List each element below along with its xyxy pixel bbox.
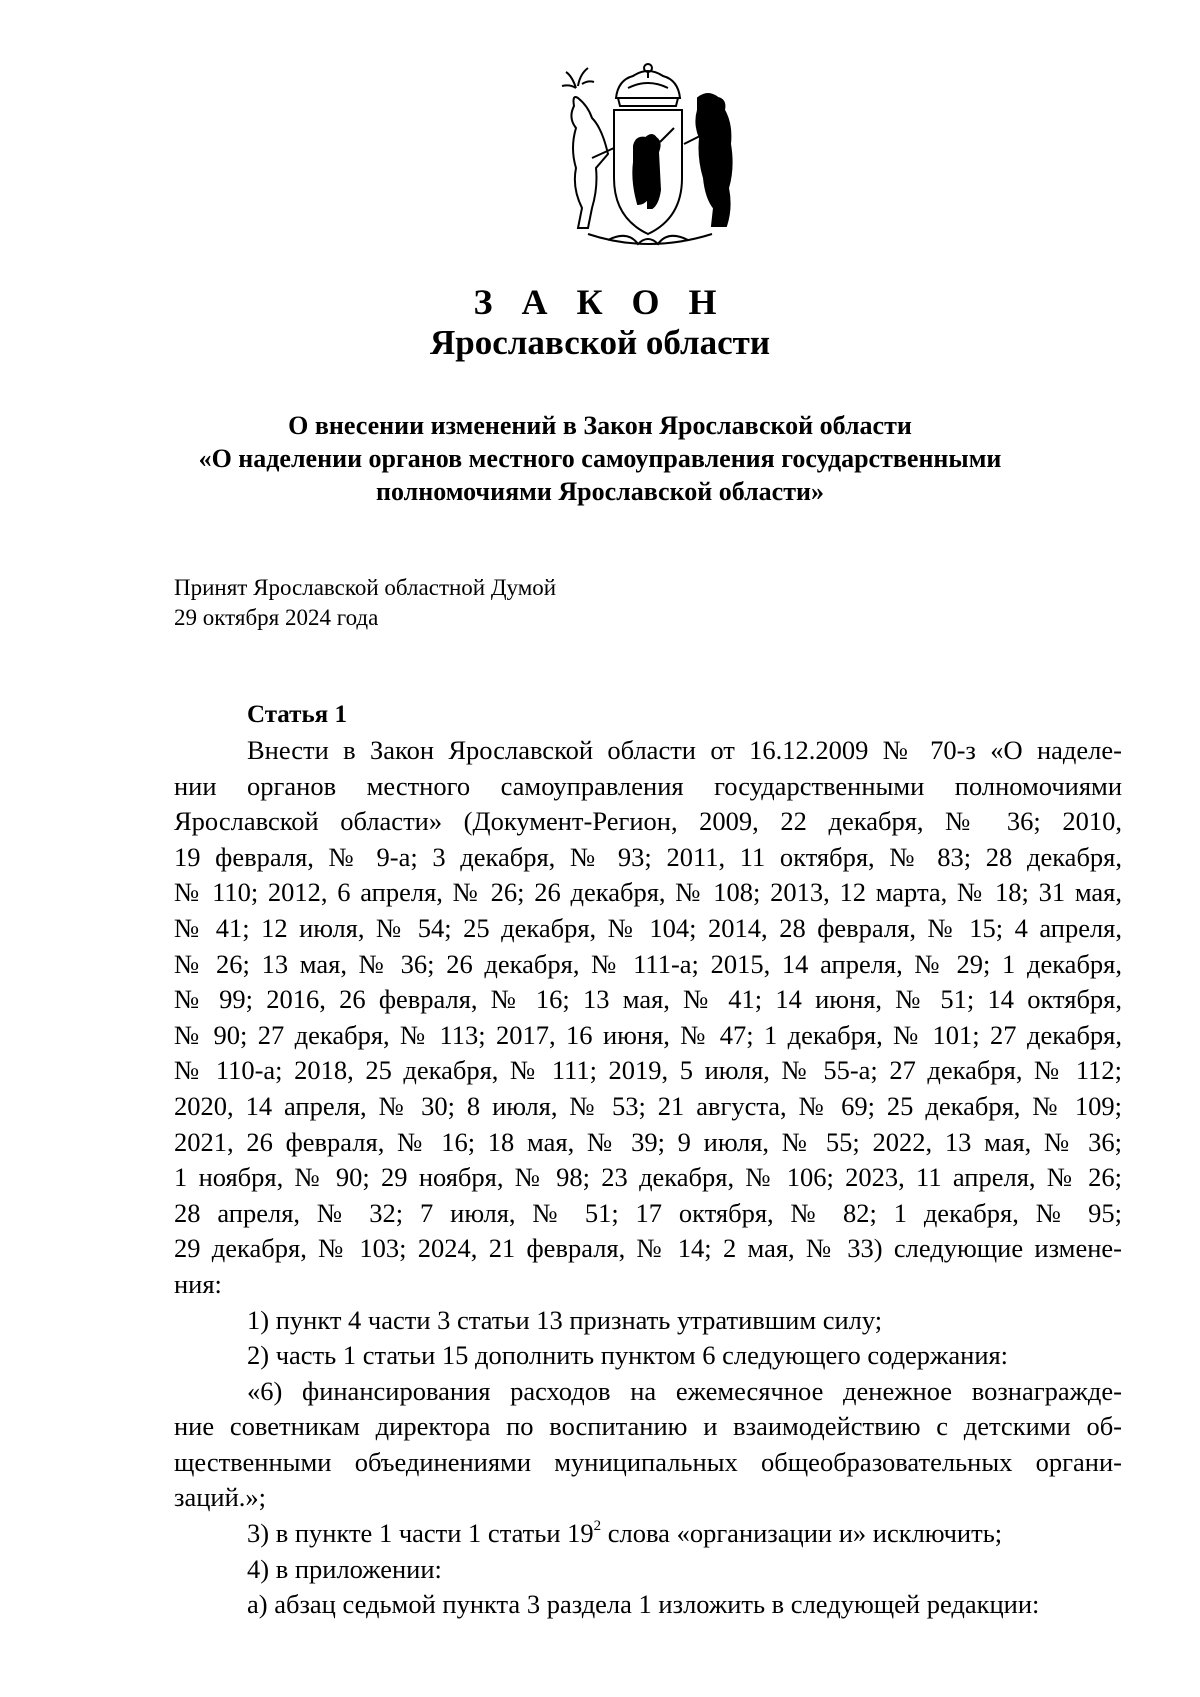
quoted-text-line: заций.»; [174, 1482, 267, 1513]
quoted-text-line: щественными объединениями муниципальных общеобразовательных органи- [174, 1446, 1122, 1477]
law-region-heading: Ярославской области [429, 323, 771, 362]
paragraph-line: 19 февраля, № 9-а; 3 декабря, № 93; 2011, 11 октября, № 83; 28 декабря, [174, 841, 1122, 872]
law-title [150, 409, 1050, 508]
paragraph-line: 2020, 14 апреля, № 30; 8 июля, № 53; 21 августа, № 69; 25 декабря, № 109; [174, 1090, 1122, 1121]
amendment-item-2: 2) часть 1 статьи 15 дополнить пунктом 6 следующего содержания: [247, 1340, 1009, 1371]
paragraph-line: 2021, 26 февраля, № 16; 18 мая, № 39; 9 июля, № 55; 2022, 13 мая, № 36; [174, 1126, 1122, 1157]
law-heading: З А К О Н [473, 282, 727, 322]
paragraph-line: № 99; 2016, 26 февраля, № 16; 13 мая, № 41; 14 июня, № 51; 14 октября, [174, 984, 1122, 1015]
yaroslavl-coat-of-arms-emblem [548, 58, 753, 250]
paragraph-line: Ярославской области» (Документ-Регион, 2009, 22 декабря, № 36; 2010, [174, 806, 1122, 837]
amendment-item-3 [174, 1516, 1122, 1552]
adoption-body: Принят Ярославской областной Думой [174, 575, 557, 600]
quoted-text-line: ние советникам директора по воспитанию и взаимодействию с детскими об- [174, 1411, 1122, 1442]
law-title-line: О внесении изменений в Закон Ярославской области [288, 411, 912, 440]
article-number-superscript: 2 [593, 1518, 602, 1535]
amendment-item-3-text: 3) в пункте 1 части 1 статьи 19 [247, 1518, 594, 1549]
paragraph-line: № 110-а; 2018, 25 декабря, № 111; 2019, 5 июля, № 55-а; 27 декабря, № 112; [174, 1055, 1122, 1086]
paragraph-line: 29 декабря, № 103; 2024, 21 февраля, № 14; 2 мая, № 33) следующие измене- [174, 1233, 1122, 1264]
amendment-item-1: 1) пункт 4 части 3 статьи 13 признать утратившим силу; [247, 1304, 883, 1335]
amendment-item-4a: а) абзац седьмой пункта 3 раздела 1 изложить в следующей редакции: [247, 1589, 1040, 1620]
paragraph-line: ния: [174, 1268, 222, 1299]
paragraph-line: 1 ноября, № 90; 29 ноября, № 98; 23 декабря, № 106; 2023, 11 апреля, № 26; [174, 1162, 1122, 1193]
quoted-text-line: «6) финансирования расходов на ежемесячное денежное вознагражде- [247, 1375, 1122, 1406]
article-heading: Статья 1 [247, 701, 347, 728]
amendment-item-3-text-end: слова «организации и» исключить; [601, 1518, 1003, 1549]
paragraph-line: нии органов местного самоуправления государственными полномочиями [174, 770, 1122, 801]
paragraph-line: № 110; 2012, 6 апреля, № 26; 26 декабря, № 108; 2013, 12 марта, № 18; 31 мая, [174, 877, 1122, 908]
law-title-line: полномочиями Ярославской области» [376, 477, 824, 506]
paragraph-line: № 41; 12 июля, № 54; 25 декабря, № 104; 2014, 28 февраля, № 15; 4 апреля, [174, 912, 1122, 943]
paragraph-line: 28 апреля, № 32; 7 июля, № 51; 17 октября, № 82; 1 декабря, № 95; [174, 1197, 1122, 1228]
adoption-note [174, 573, 556, 633]
adoption-date: 29 октября 2024 года [174, 605, 379, 630]
paragraph-line: № 90; 27 декабря, № 113; 2017, 16 июня, № 47; 1 декабря, № 101; 27 декабря, [174, 1019, 1122, 1050]
paragraph-line: Внести в Закон Ярославской области от 16.12.2009 № 70-з «О наделе- [247, 735, 1122, 765]
paragraph-line: № 26; 13 мая, № 36; 26 декабря, № 111-а; 2015, 14 апреля, № 29; 1 декабря, [174, 948, 1122, 979]
article-body [174, 733, 1122, 1623]
amendment-item-4: 4) в приложении: [247, 1553, 442, 1584]
law-title-line: «О наделении органов местного самоуправления государственными [198, 444, 1002, 473]
